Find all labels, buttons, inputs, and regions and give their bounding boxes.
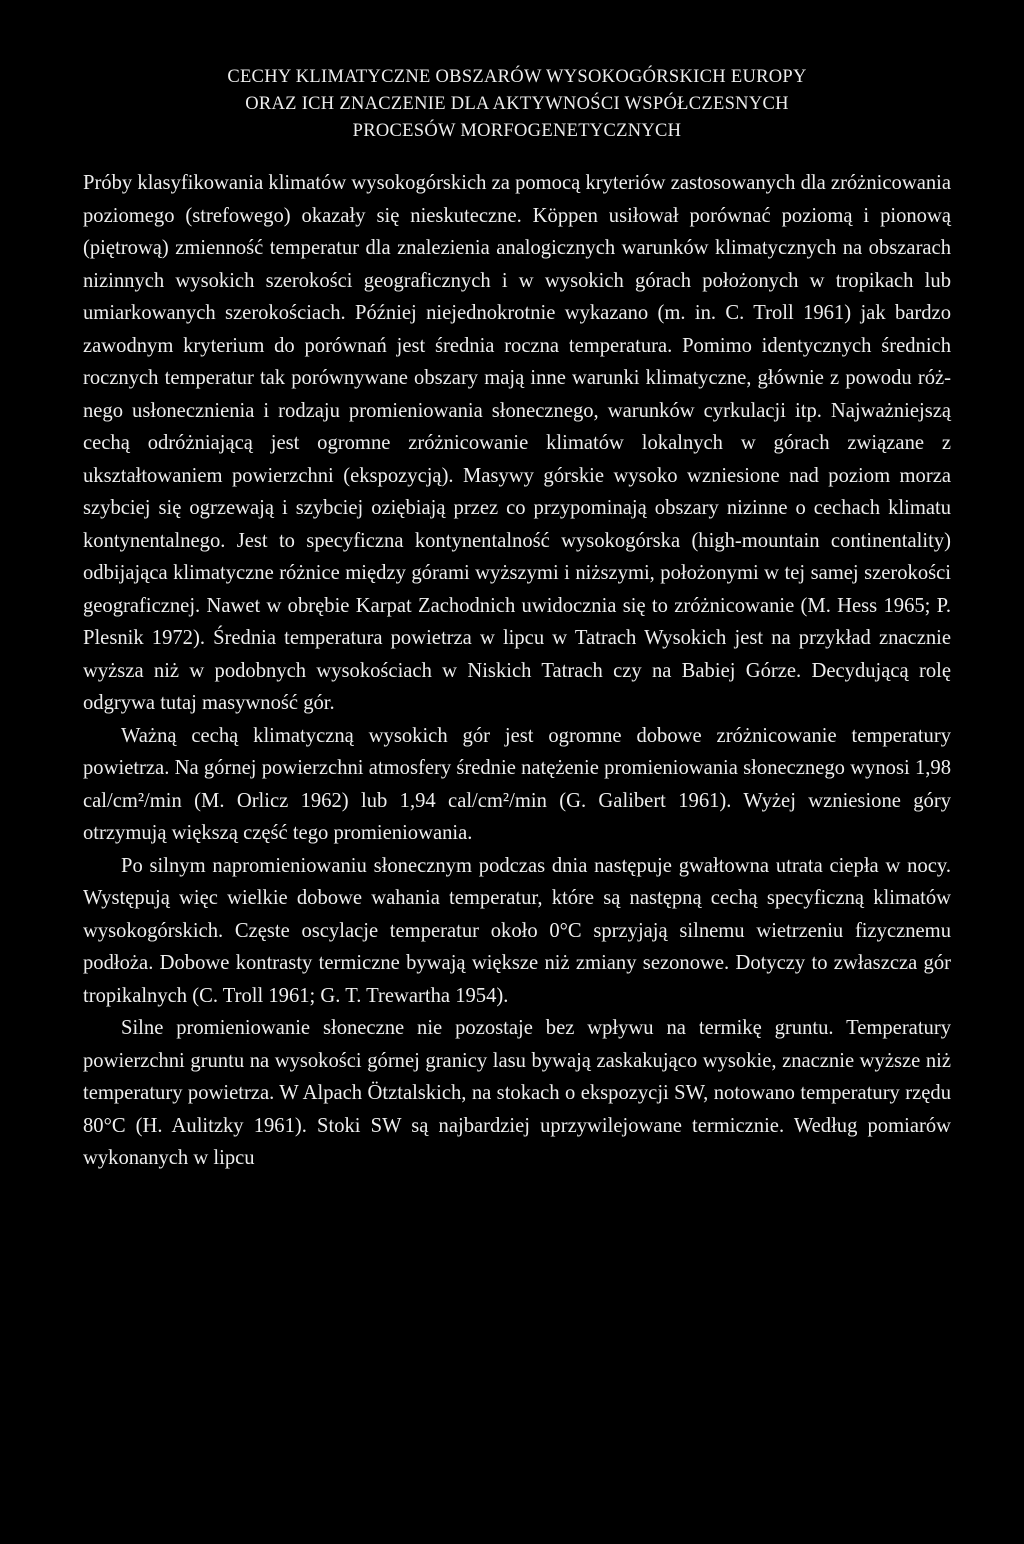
paragraph-2: Ważną cechą klimatyczną wysokich gór jest ogromne dobowe zróżnicowanie temperatury powietrza. Na górnej powierzchni atmosfery średnie natężenie promieniowania słonecznego wynosi 1,98 cal/cm²/min (M. Orlicz 1962) lub 1,94 cal/cm²/min (G. Galibert 1961). Wyżej wzniesione góry otrzymują większą część tego promieniowania. [83,724,951,844]
title-line-3: PROCESÓW MORFOGENETYCZNYCH [352,121,682,141]
title-line-1: CECHY KLIMATYCZNE OBSZARÓW WYSOKOGÓRSKICH EUROPY [227,67,807,87]
title-line-2: ORAZ ICH ZNACZENIE DLA AKTYWNOŚCI WSPÓŁCZESNYCH [245,94,789,114]
paragraph-1: Próby klasyfikowania klimatów wysokogórskich za pomocą kryteriów zastosowanych dla zróżnicowania poziomego (strefowego) okazały się nieskuteczne. Köppen usiłował porównać poziomą i pionową (piętrową) zmienność temperatur dla znalezienia analogicznych warunków klimatycznych na obszarach nizinnych wysokich szerokości geograficznych i w wysokich górach położonych w tropikach lub umiarkowanych szerokościach. Później niejednokrotnie wykazano (m. in. C. Troll 1961) jak bardzo zawodnym kryterium do porównań jest średnia roczna temperatura. Pomimo identycznych średnich rocznych temperatur tak porównywane obszary mają inne warunki klimatyczne, głównie z powodu różnego usłonecznienia i rodzaju promieniowania słonecznego, warunków cyrkulacji itp. Najważniejszą cechą odróżniającą jest ogromne zróżnicowanie klimatów lokalnych w górach związane z ukształtowaniem powierzchni (ekspozycją). Masywy górskie wysoko wzniesione nad poziom morza szybciej się ogrzewają i szybciej oziębiają przez co przypominają obszary nizinne o cechach klimatu kontynentalnego. Jest to specyficzna kontynentalność wysokogórska (high-mountain continentality) odbijająca klimatyczne różnice między górami wyższymi i niższymi, położonymi w tej samej szerokości geograficznej. Nawet w obrębie Karpat Zachodnich uwidocznia się to zróżnicowanie (M. Hess 1965; P. Plesnik 1972). Średnia temperatura powietrza w lipcu w Tatrach Wysokich jest na przykład znacznie wyższa niż w podobnych wysokościach w Niskich Tatrach czy na Babiej Górze. Decydującą rolę odgrywa tutaj masywność gór. [83,172,951,714]
document-title [83,64,951,145]
paragraph-4: Silne promieniowanie słoneczne nie pozostaje bez wpływu na termikę gruntu. Temperatury powierzchni gruntu na wysokości górnej granicy lasu bywają zaskakująco wysokie, znacznie wyższe niż temperatury powietrza. W Alpach Ötztalskich, na stokach o ekspozycji SW, notowano temperatury rzędu 80°C (H. Aulitzky 1961). Stoki SW są najbardziej uprzywilejowane termicznie. Według pomiarów wykonanych w lipcu [83,1017,951,1169]
paragraph-3: Po silnym napromieniowaniu słonecznym podczas dnia następuje gwałtowna utrata ciepła w nocy. Występują więc wielkie dobowe wahania temperatur, które są następną cechą specyficzną klimatów wysokogórskich. Częste oscylacje temperatur około 0°C sprzyjają silnemu wietrzeniu fizycznemu podłoża. Dobowe kontrasty termiczne bywają większe niż zmiany sezonowe. Dotyczy to zwłaszcza gór tropikalnych (C. Troll 1961; G. T. Trewartha 1954). [83,854,951,1007]
document-page [83,64,951,1175]
